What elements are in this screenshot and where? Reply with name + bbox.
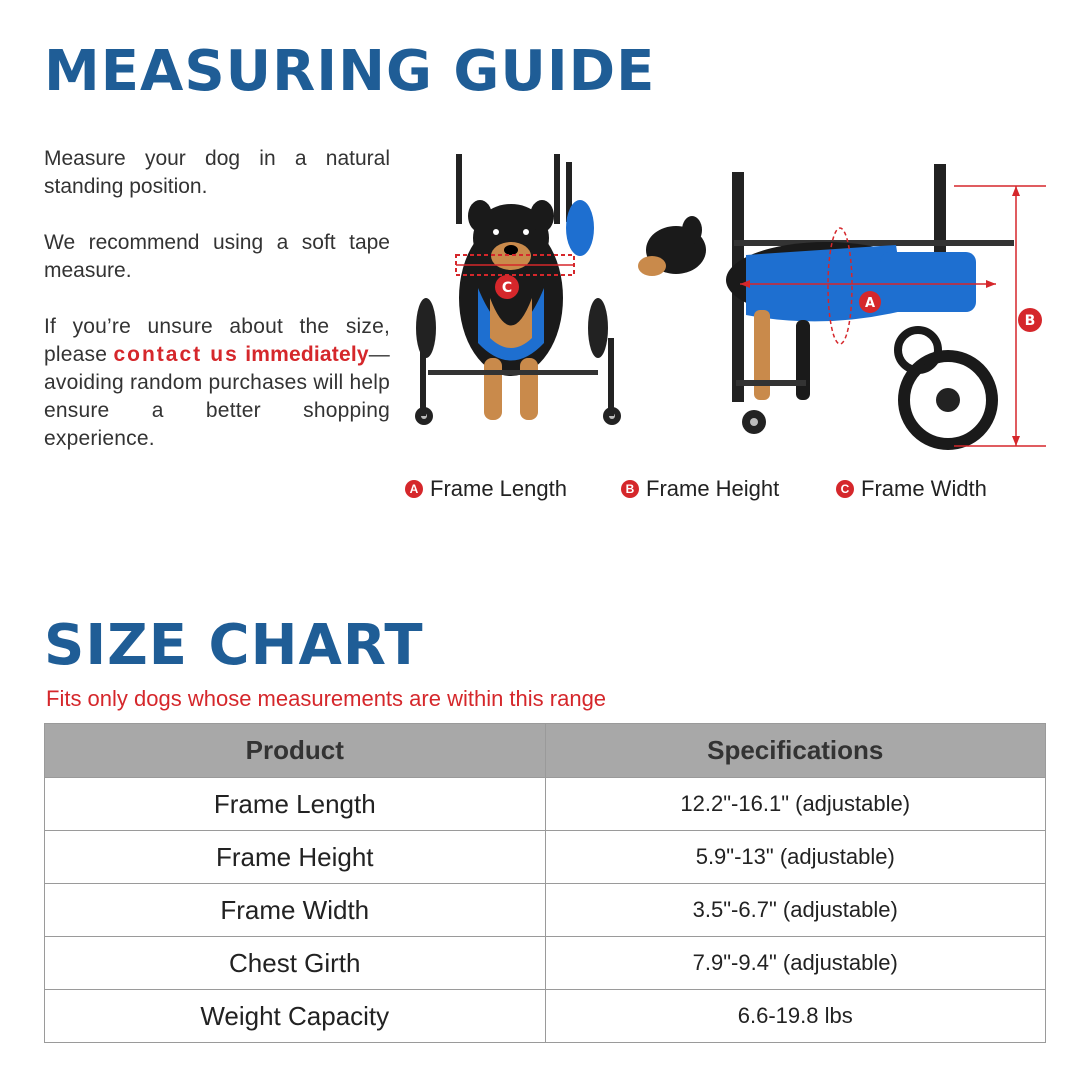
measuring-guide-title: MEASURING GUIDE [44, 39, 656, 104]
spec-cell: 5.9"-13" (adjustable) [545, 831, 1046, 884]
spec-cell: 12.2"-16.1" (adjustable) [545, 778, 1046, 831]
product-cell: Chest Girth [45, 937, 546, 990]
header-specifications: Specifications [545, 724, 1046, 778]
spec-cell: 3.5"-6.7" (adjustable) [545, 884, 1046, 937]
intro-paragraph-2: We recommend using a soft tape measure. [44, 231, 390, 282]
spec-cell: 7.9"-9.4" (adjustable) [545, 937, 1046, 990]
table-row [45, 831, 1046, 884]
intro-paragraph-1: Measure your dog in a natural standing position. [44, 147, 390, 198]
product-cell: Frame Length [45, 778, 546, 831]
paragraph-3-end: —avoiding random purchases will help ensure a better shopping experience. [44, 343, 390, 450]
marker-c-label: C [501, 280, 513, 296]
size-chart-title: SIZE CHART [44, 613, 424, 678]
table-row [45, 937, 1046, 990]
intro-paragraph-3 [44, 313, 390, 453]
marker-b-label: B [1024, 313, 1036, 329]
header-product: Product [45, 724, 546, 778]
product-cell: Weight Capacity [45, 990, 546, 1043]
legend-a-label: Frame Length [430, 476, 567, 501]
paragraph-3-start: If you’re unsure about the size, please [44, 315, 390, 366]
legend-frame-height [621, 476, 779, 502]
table-row [45, 990, 1046, 1043]
spec-cell: 6.6-19.8 lbs [545, 990, 1046, 1043]
dog-wheelchair-side-photo [636, 150, 1056, 450]
table-row [45, 778, 1046, 831]
legend-a-badge: A [405, 480, 423, 498]
immediately-link[interactable]: immediately [245, 343, 369, 366]
marker-a-label: A [864, 296, 876, 311]
size-chart-subtitle: Fits only dogs whose measurements are within this range [46, 686, 607, 711]
size-chart-table [44, 723, 1046, 1043]
legend-b-label: Frame Height [646, 476, 780, 501]
legend-c-label: Frame Width [861, 476, 987, 501]
table-header-row [45, 724, 1046, 778]
legend-frame-width [836, 476, 987, 502]
table-row [45, 884, 1046, 937]
dog-wheelchair-front-photo [408, 148, 634, 448]
product-cell: Frame Height [45, 831, 546, 884]
legend-b-badge: B [621, 480, 639, 498]
product-cell: Frame Width [45, 884, 546, 937]
legend-c-badge: C [836, 480, 854, 498]
contact-us-link[interactable]: contact us [113, 343, 239, 366]
legend-frame-length [405, 476, 567, 502]
